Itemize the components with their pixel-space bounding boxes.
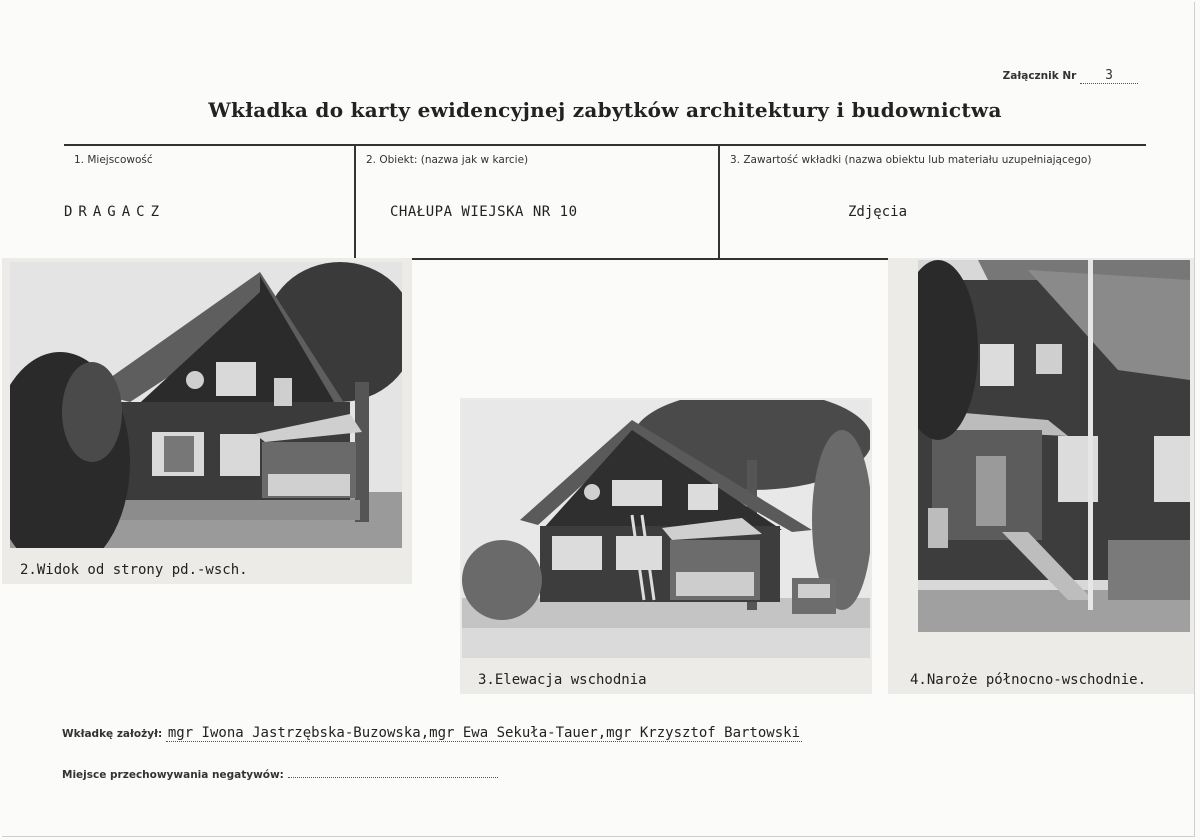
locality-value: DRAGACZ [64, 204, 166, 220]
locality-label: 1. Miejscowość [74, 154, 153, 166]
photo-3-house-northeast-corner [918, 260, 1190, 632]
contents-cell [718, 146, 1148, 258]
locality-cell [64, 146, 354, 258]
negatives-value [288, 777, 498, 778]
photo-1-caption: 2.Widok od strony pd.-wsch. [20, 562, 248, 578]
author-value: mgr Iwona Jastrzębska-Buzowska,mgr Ewa Sekuła-Tauer,mgr Krzysztof Bartowski [167, 725, 800, 741]
author-label: Wkładkę założył: [62, 728, 163, 740]
record-sheet [2, 2, 1195, 837]
photo-2-caption: 3.Elewacja wschodnia [478, 672, 647, 688]
annex-label: Załącznik Nr [1002, 70, 1077, 82]
photo-1-house-southeast-view [10, 262, 402, 548]
contents-value: Zdjęcia [848, 204, 908, 220]
object-cell [354, 146, 720, 258]
object-label: 2. Obiekt: (nazwa jak w karcie) [366, 154, 529, 166]
object-value: CHAŁUPA WIEJSKA NR 10 [390, 204, 578, 220]
negatives-row [62, 769, 498, 781]
contents-label: 3. Zawartość wkładki (nazwa obiektu lub materiału uzupełniającego) [730, 154, 1092, 166]
photo-3-caption: 4.Naroże północno-wschodnie. [910, 672, 1147, 688]
record-fields-table [64, 144, 1146, 260]
annex-number: 3 [1080, 68, 1138, 84]
page-title: Wkładka do karty ewidencyjnej zabytków architektury i budownictwa [208, 98, 1002, 122]
annex-number-field [1003, 68, 1138, 84]
photo-2-house-east-elevation [462, 400, 870, 658]
negatives-label: Miejsce przechowywania negatywów: [62, 769, 284, 781]
author-row [62, 725, 802, 741]
